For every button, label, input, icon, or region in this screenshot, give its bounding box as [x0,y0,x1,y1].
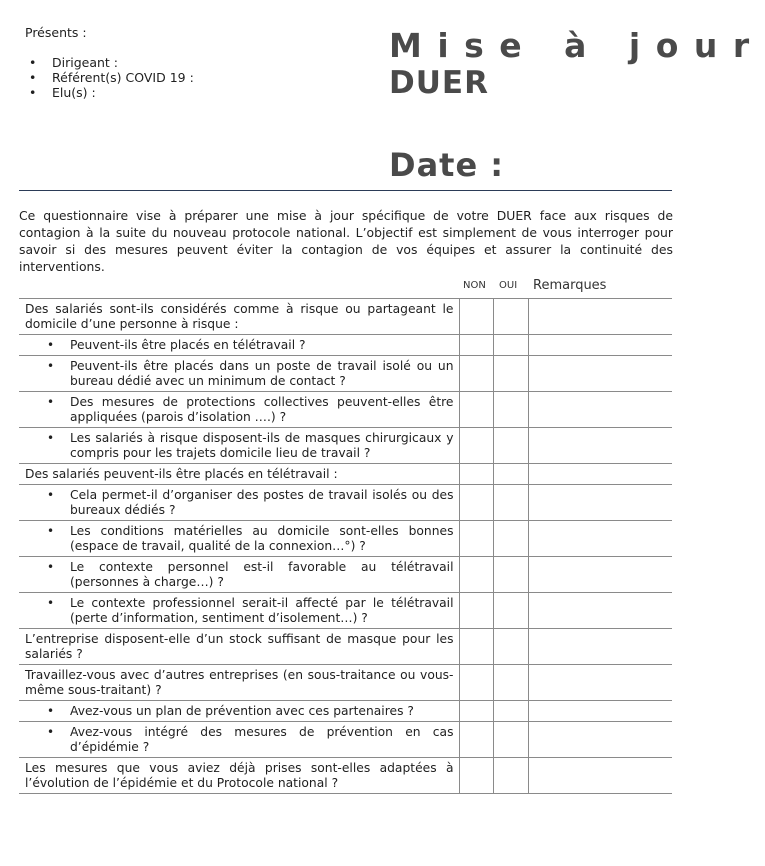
non-checkbox-cell[interactable] [459,665,493,701]
oui-checkbox-cell[interactable] [493,593,528,629]
question-text: Des salariés peuvent-ils être placés en télétravail : [19,464,459,485]
table-row [19,758,672,794]
document-title [389,27,765,101]
sub-question-text: • Peuvent-ils être placés dans un poste de travail isolé ou un bureau dédié avec un minimum de contact ? [19,356,459,392]
sub-question-text: • Cela permet-il d’organiser des postes de travail isolés ou des bureaux dédiés ? [19,485,459,521]
non-checkbox-cell[interactable] [459,428,493,464]
title-line-2: DUER [389,65,489,101]
remarks-cell[interactable] [528,485,672,521]
table-row [19,392,672,428]
remarks-cell[interactable] [528,722,672,758]
sub-question-text: • Des mesures de protections collectives peuvent-elles être appliquées (parois d’isolation ….) ? [19,392,459,428]
remarks-cell[interactable] [528,758,672,794]
non-checkbox-cell[interactable] [459,557,493,593]
non-checkbox-cell[interactable] [459,629,493,665]
oui-checkbox-cell[interactable] [493,485,528,521]
table-row [19,299,672,335]
oui-checkbox-cell[interactable] [493,356,528,392]
date-label: Date : [389,146,505,184]
remarks-cell[interactable] [528,335,672,356]
remarks-cell[interactable] [528,521,672,557]
table-row [19,665,672,701]
sub-question-text: • Avez-vous intégré des mesures de prévention en cas d’épidémie ? [19,722,459,758]
presents-label: Présents : [25,25,87,40]
table-row [19,485,672,521]
question-text: L’entreprise disposent-elle d’un stock suffisant de masque pour les salariés ? [19,629,459,665]
table-row [19,722,672,758]
table-row [19,428,672,464]
table-row [19,701,672,722]
table-row [19,356,672,392]
attendee-list [25,55,194,100]
intro-paragraph: Ce questionnaire vise à préparer une mise à jour spécifique de votre DUER face aux risques de contagion à la suite du nouveau protocole national. L’objectif est simplement de vous interroger pour savoir si des mesures peuvent éviter la contagion de vos équipes et assurer la continuité des interventions. [19,208,673,274]
oui-checkbox-cell[interactable] [493,392,528,428]
remarks-cell[interactable] [528,557,672,593]
non-checkbox-cell[interactable] [459,392,493,428]
non-checkbox-cell[interactable] [459,758,493,794]
oui-checkbox-cell[interactable] [493,557,528,593]
remarks-cell[interactable] [528,701,672,722]
question-text: Travaillez-vous avec d’autres entreprises (en sous-traitance ou vous-même sous-traitant) ? [19,665,459,701]
attendees-block [25,25,194,100]
remarks-cell[interactable] [528,428,672,464]
remarks-cell[interactable] [528,356,672,392]
sub-question-text: • Avez-vous un plan de prévention avec ces partenaires ? [19,701,459,722]
remarks-cell[interactable] [528,629,672,665]
remarks-cell[interactable] [528,593,672,629]
table-row [19,521,672,557]
non-checkbox-cell[interactable] [459,701,493,722]
question-text: Les mesures que vous aviez déjà prises sont-elles adaptées à l’évolution de l’épidémie et du Protocole national ? [19,758,459,794]
column-header-non: NON [463,280,486,291]
remarks-cell[interactable] [528,665,672,701]
questionnaire-table [19,298,672,794]
oui-checkbox-cell[interactable] [493,464,528,485]
column-header-remarks: Remarques [533,278,607,293]
sub-question-text: • Le contexte professionnel serait-il affecté par le télétravail (perte d’information, sentiment d’isolement…) ? [19,593,459,629]
oui-checkbox-cell[interactable] [493,629,528,665]
oui-checkbox-cell[interactable] [493,722,528,758]
table-row [19,593,672,629]
attendee-dirigeant: • Dirigeant : [25,55,194,70]
sub-question-text: • Peuvent-ils être placés en télétravail ? [19,335,459,356]
table-row [19,557,672,593]
non-checkbox-cell[interactable] [459,335,493,356]
oui-checkbox-cell[interactable] [493,428,528,464]
oui-checkbox-cell[interactable] [493,665,528,701]
sub-question-text: • Le contexte personnel est-il favorable au télétravail (personnes à charge…) ? [19,557,459,593]
remarks-cell[interactable] [528,464,672,485]
non-checkbox-cell[interactable] [459,485,493,521]
non-checkbox-cell[interactable] [459,593,493,629]
column-header-oui: OUI [499,280,518,291]
sub-question-text: • Les conditions matérielles au domicile sont-elles bonnes (espace de travail, qualité de la connexion…°) ? [19,521,459,557]
non-checkbox-cell[interactable] [459,299,493,335]
oui-checkbox-cell[interactable] [493,335,528,356]
attendee-elus: • Elu(s) : [25,85,194,100]
non-checkbox-cell[interactable] [459,521,493,557]
remarks-cell[interactable] [528,392,672,428]
table-row [19,464,672,485]
oui-checkbox-cell[interactable] [493,299,528,335]
oui-checkbox-cell[interactable] [493,758,528,794]
table-row [19,335,672,356]
table-row [19,629,672,665]
remarks-cell[interactable] [528,299,672,335]
header-divider [19,190,672,191]
title-line-1: Mise à jour [389,26,765,65]
non-checkbox-cell[interactable] [459,722,493,758]
non-checkbox-cell[interactable] [459,464,493,485]
question-text: Des salariés sont-ils considérés comme à risque ou partageant le domicile d’une personne à risque : [19,299,459,335]
sub-question-text: • Les salariés à risque disposent-ils de masques chirurgicaux y compris pour les trajets domicile lieu de travail ? [19,428,459,464]
oui-checkbox-cell[interactable] [493,521,528,557]
oui-checkbox-cell[interactable] [493,701,528,722]
non-checkbox-cell[interactable] [459,356,493,392]
attendee-referent: • Référent(s) COVID 19 : [25,70,194,85]
